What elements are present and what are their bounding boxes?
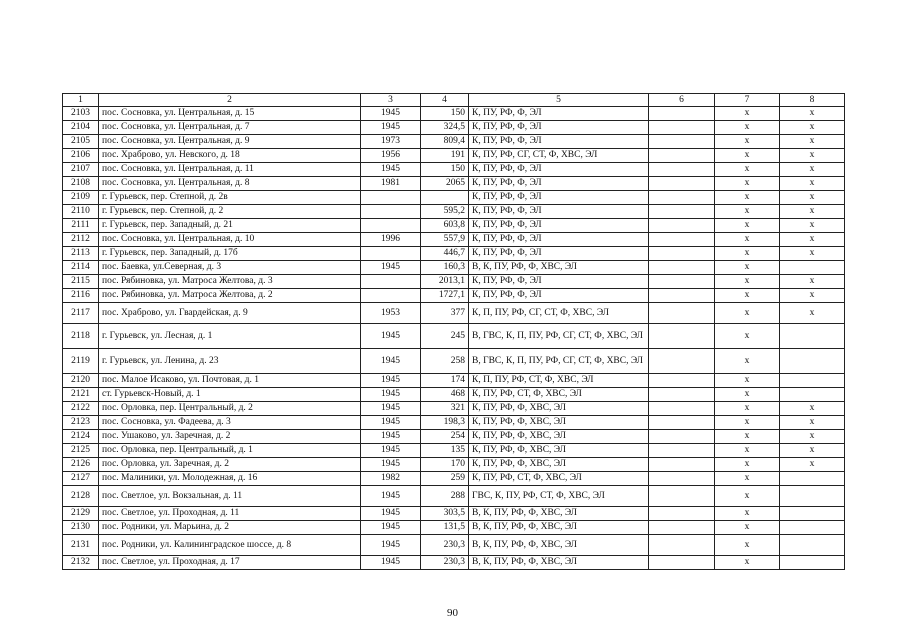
col7-cell: x (715, 135, 780, 149)
row-number-cell: 2118 (63, 324, 99, 349)
area-cell: 1727,1 (421, 289, 469, 303)
col6-cell (649, 219, 715, 233)
types-cell: К, ПУ, РФ, Ф, ЭЛ (469, 121, 649, 135)
row-number-cell: 2128 (63, 486, 99, 507)
col6-cell (649, 247, 715, 261)
col8-cell (780, 349, 845, 374)
address-cell: пос. Сосновка, ул. Центральная, д. 8 (99, 177, 361, 191)
table-row (63, 486, 845, 507)
table-row (63, 507, 845, 521)
types-cell: К, ПУ, РФ, Ф, ЭЛ (469, 219, 649, 233)
col8-cell: x (780, 233, 845, 247)
col7-cell: x (715, 521, 780, 535)
area-cell: 191 (421, 149, 469, 163)
table-row (63, 275, 845, 289)
types-cell: К, ПУ, РФ, Ф, ЭЛ (469, 177, 649, 191)
col8-cell (780, 324, 845, 349)
col8-cell: x (780, 191, 845, 205)
col8-cell: x (780, 107, 845, 121)
header-cell: 6 (649, 94, 715, 107)
col7-cell: x (715, 303, 780, 324)
row-number-cell: 2125 (63, 444, 99, 458)
col8-cell: x (780, 177, 845, 191)
year-cell: 1945 (361, 324, 421, 349)
col6-cell (649, 507, 715, 521)
area-cell: 603,8 (421, 219, 469, 233)
types-cell: В, К, ПУ, РФ, Ф, ХВС, ЭЛ (469, 535, 649, 556)
types-cell: В, К, ПУ, РФ, Ф, ХВС, ЭЛ (469, 261, 649, 275)
area-cell: 198,3 (421, 416, 469, 430)
area-cell: 321 (421, 402, 469, 416)
address-cell: пос. Малиники, ул. Молодежная, д. 16 (99, 472, 361, 486)
col6-cell (649, 135, 715, 149)
table-row (63, 135, 845, 149)
address-cell: пос. Сосновка, ул. Центральная, д. 11 (99, 163, 361, 177)
col8-cell (780, 472, 845, 486)
row-number-cell: 2123 (63, 416, 99, 430)
table-row (63, 521, 845, 535)
row-number-cell: 2107 (63, 163, 99, 177)
year-cell: 1981 (361, 177, 421, 191)
row-number-cell: 2104 (63, 121, 99, 135)
row-number-cell: 2111 (63, 219, 99, 233)
row-number-cell: 2131 (63, 535, 99, 556)
area-cell: 170 (421, 458, 469, 472)
table-row (63, 219, 845, 233)
table-row (63, 163, 845, 177)
col8-cell: x (780, 149, 845, 163)
year-cell: 1945 (361, 416, 421, 430)
row-number-cell: 2110 (63, 205, 99, 219)
col7-cell: x (715, 247, 780, 261)
col8-cell (780, 374, 845, 388)
header-cell: 1 (63, 94, 99, 107)
col6-cell (649, 324, 715, 349)
types-cell: К, ПУ, РФ, Ф, ЭЛ (469, 205, 649, 219)
col8-cell: x (780, 247, 845, 261)
year-cell: 1945 (361, 535, 421, 556)
col7-cell: x (715, 535, 780, 556)
row-number-cell: 2132 (63, 556, 99, 570)
col7-cell: x (715, 556, 780, 570)
col6-cell (649, 107, 715, 121)
row-number-cell: 2117 (63, 303, 99, 324)
col6-cell (649, 289, 715, 303)
area-cell: 135 (421, 444, 469, 458)
area-cell: 303,5 (421, 507, 469, 521)
header-cell: 4 (421, 94, 469, 107)
year-cell: 1945 (361, 163, 421, 177)
area-cell: 595,2 (421, 205, 469, 219)
col7-cell: x (715, 374, 780, 388)
address-cell: пос. Сосновка, ул. Фадеева, д. 3 (99, 416, 361, 430)
row-number-cell: 2120 (63, 374, 99, 388)
area-cell: 468 (421, 388, 469, 402)
col7-cell: x (715, 233, 780, 247)
col6-cell (649, 349, 715, 374)
table-row (63, 472, 845, 486)
col6-cell (649, 416, 715, 430)
address-cell: пос. Орловка, пер. Центральный, д. 1 (99, 444, 361, 458)
col8-cell: x (780, 444, 845, 458)
col6-cell (649, 233, 715, 247)
row-number-cell: 2116 (63, 289, 99, 303)
types-cell: К, ПУ, РФ, Ф, ХВС, ЭЛ (469, 402, 649, 416)
col6-cell (649, 191, 715, 205)
row-number-cell: 2124 (63, 430, 99, 444)
year-cell: 1945 (361, 374, 421, 388)
year-cell (361, 289, 421, 303)
col6-cell (649, 177, 715, 191)
area-cell: 258 (421, 349, 469, 374)
address-cell: пос. Светлое, ул. Проходная, д. 17 (99, 556, 361, 570)
year-cell: 1945 (361, 556, 421, 570)
address-cell: г. Гурьевск, ул. Лесная, д. 1 (99, 324, 361, 349)
row-number-cell: 2122 (63, 402, 99, 416)
table-row (63, 444, 845, 458)
col7-cell: x (715, 486, 780, 507)
address-cell: пос. Светлое, ул. Вокзальная, д. 11 (99, 486, 361, 507)
types-cell: К, ПУ, РФ, Ф, ХВС, ЭЛ (469, 430, 649, 444)
area-cell: 254 (421, 430, 469, 444)
table-row (63, 303, 845, 324)
row-number-cell: 2105 (63, 135, 99, 149)
header-row (63, 94, 845, 107)
types-cell: В, К, ПУ, РФ, Ф, ХВС, ЭЛ (469, 521, 649, 535)
col8-cell: x (780, 416, 845, 430)
col8-cell: x (780, 121, 845, 135)
row-number-cell: 2114 (63, 261, 99, 275)
area-cell: 131,5 (421, 521, 469, 535)
address-cell: г. Гурьевск, пер. Степной, д. 2в (99, 191, 361, 205)
types-cell: К, ПУ, РФ, Ф, ЭЛ (469, 289, 649, 303)
address-cell: пос. Рябиновка, ул. Матроса Желтова, д. 2 (99, 289, 361, 303)
types-cell: К, ПУ, РФ, Ф, ЭЛ (469, 275, 649, 289)
table-row (63, 233, 845, 247)
year-cell (361, 219, 421, 233)
header-cell: 8 (780, 94, 845, 107)
col7-cell: x (715, 261, 780, 275)
address-cell: пос. Сосновка, ул. Центральная, д. 15 (99, 107, 361, 121)
address-cell: пос. Сосновка, ул. Центральная, д. 9 (99, 135, 361, 149)
year-cell: 1953 (361, 303, 421, 324)
types-cell: К, ПУ, РФ, Ф, ХВС, ЭЛ (469, 416, 649, 430)
area-cell: 809,4 (421, 135, 469, 149)
area-cell: 160,3 (421, 261, 469, 275)
address-cell: г. Гурьевск, пер. Степной, д. 2 (99, 205, 361, 219)
year-cell (361, 205, 421, 219)
types-cell: В, ГВС, К, П, ПУ, РФ, СГ, СТ, Ф, ХВС, ЭЛ (469, 349, 649, 374)
table-row (63, 191, 845, 205)
col8-cell (780, 388, 845, 402)
year-cell: 1945 (361, 349, 421, 374)
year-cell (361, 275, 421, 289)
col8-cell (780, 507, 845, 521)
col7-cell: x (715, 177, 780, 191)
col8-cell: x (780, 205, 845, 219)
col7-cell: x (715, 163, 780, 177)
col8-cell (780, 556, 845, 570)
address-cell: пос. Малое Исаково, ул. Почтовая, д. 1 (99, 374, 361, 388)
col6-cell (649, 388, 715, 402)
address-cell: пос. Храброво, ул. Невского, д. 18 (99, 149, 361, 163)
table-row (63, 149, 845, 163)
address-cell: пос. Орловка, пер. Центральный, д. 2 (99, 402, 361, 416)
col6-cell (649, 374, 715, 388)
table-row (63, 535, 845, 556)
col7-cell: x (715, 444, 780, 458)
col7-cell: x (715, 205, 780, 219)
col8-cell: x (780, 289, 845, 303)
types-cell: К, ПУ, РФ, Ф, ЭЛ (469, 107, 649, 121)
year-cell: 1945 (361, 430, 421, 444)
table-row (63, 177, 845, 191)
table-row (63, 247, 845, 261)
col8-cell: x (780, 402, 845, 416)
types-cell: К, ПУ, РФ, СТ, Ф, ХВС, ЭЛ (469, 472, 649, 486)
year-cell: 1945 (361, 402, 421, 416)
col6-cell (649, 163, 715, 177)
types-cell: К, ПУ, РФ, Ф, ЭЛ (469, 163, 649, 177)
col7-cell: x (715, 472, 780, 486)
address-cell: пос. Храброво, ул. Гвардейская, д. 9 (99, 303, 361, 324)
year-cell: 1945 (361, 388, 421, 402)
year-cell: 1945 (361, 458, 421, 472)
page-number: 90 (447, 607, 458, 619)
table-row (63, 289, 845, 303)
col8-cell: x (780, 303, 845, 324)
col6-cell (649, 486, 715, 507)
year-cell (361, 191, 421, 205)
row-number-cell: 2108 (63, 177, 99, 191)
col7-cell: x (715, 402, 780, 416)
area-cell: 150 (421, 107, 469, 121)
types-cell: ГВС, К, ПУ, РФ, СТ, Ф, ХВС, ЭЛ (469, 486, 649, 507)
year-cell (361, 247, 421, 261)
address-cell: пос. Светлое, ул. Проходная, д. 11 (99, 507, 361, 521)
col7-cell: x (715, 275, 780, 289)
address-cell: пос. Орловка, ул. Заречная, д. 2 (99, 458, 361, 472)
area-cell: 288 (421, 486, 469, 507)
col6-cell (649, 303, 715, 324)
year-cell: 1973 (361, 135, 421, 149)
address-cell: пос. Ушаково, ул. Заречная, д. 2 (99, 430, 361, 444)
types-cell: К, П, ПУ, РФ, СГ, СТ, Ф, ХВС, ЭЛ (469, 303, 649, 324)
address-cell: пос. Сосновка, ул. Центральная, д. 10 (99, 233, 361, 247)
col7-cell: x (715, 149, 780, 163)
col6-cell (649, 121, 715, 135)
types-cell: К, П, ПУ, РФ, СТ, Ф, ХВС, ЭЛ (469, 374, 649, 388)
col6-cell (649, 275, 715, 289)
table-row (63, 261, 845, 275)
types-cell: К, ПУ, РФ, Ф, ХВС, ЭЛ (469, 458, 649, 472)
year-cell: 1945 (361, 444, 421, 458)
col8-cell: x (780, 430, 845, 444)
header-cell: 3 (361, 94, 421, 107)
col8-cell (780, 486, 845, 507)
table-row (63, 205, 845, 219)
col7-cell: x (715, 507, 780, 521)
col6-cell (649, 402, 715, 416)
area-cell: 446,7 (421, 247, 469, 261)
table-row (63, 121, 845, 135)
col7-cell: x (715, 107, 780, 121)
col6-cell (649, 430, 715, 444)
col8-cell (780, 535, 845, 556)
col8-cell: x (780, 458, 845, 472)
year-cell: 1996 (361, 233, 421, 247)
area-cell: 2065 (421, 177, 469, 191)
col6-cell (649, 261, 715, 275)
year-cell: 1945 (361, 507, 421, 521)
row-number-cell: 2130 (63, 521, 99, 535)
col7-cell: x (715, 324, 780, 349)
year-cell: 1945 (361, 107, 421, 121)
row-number-cell: 2103 (63, 107, 99, 121)
col8-cell: x (780, 135, 845, 149)
table-row (63, 107, 845, 121)
area-cell: 174 (421, 374, 469, 388)
area-cell: 324,5 (421, 121, 469, 135)
types-cell: К, ПУ, РФ, Ф, ЭЛ (469, 191, 649, 205)
row-number-cell: 2109 (63, 191, 99, 205)
area-cell: 230,3 (421, 535, 469, 556)
types-cell: В, ГВС, К, П, ПУ, РФ, СГ, СТ, Ф, ХВС, ЭЛ (469, 324, 649, 349)
col6-cell (649, 149, 715, 163)
types-cell: В, К, ПУ, РФ, Ф, ХВС, ЭЛ (469, 507, 649, 521)
col6-cell (649, 521, 715, 535)
row-number-cell: 2127 (63, 472, 99, 486)
row-number-cell: 2106 (63, 149, 99, 163)
year-cell: 1945 (361, 486, 421, 507)
col8-cell: x (780, 163, 845, 177)
year-cell: 1956 (361, 149, 421, 163)
address-cell: г. Гурьевск, пер. Западный, д. 21 (99, 219, 361, 233)
col7-cell: x (715, 289, 780, 303)
address-cell: пос. Родники, ул. Калининградское шоссе, д. 8 (99, 535, 361, 556)
year-cell: 1982 (361, 472, 421, 486)
col6-cell (649, 458, 715, 472)
area-cell: 245 (421, 324, 469, 349)
col7-cell: x (715, 121, 780, 135)
table-row (63, 324, 845, 349)
address-cell: г. Гурьевск, пер. Западный, д. 17б (99, 247, 361, 261)
area-cell: 259 (421, 472, 469, 486)
area-cell: 150 (421, 163, 469, 177)
col7-cell: x (715, 458, 780, 472)
col7-cell: x (715, 219, 780, 233)
table-row (63, 349, 845, 374)
address-cell: г. Гурьевск, ул. Ленина, д. 23 (99, 349, 361, 374)
col7-cell: x (715, 416, 780, 430)
col6-cell (649, 556, 715, 570)
table-row (63, 430, 845, 444)
table-row (63, 458, 845, 472)
row-number-cell: 2126 (63, 458, 99, 472)
row-number-cell: 2112 (63, 233, 99, 247)
table-row (63, 556, 845, 570)
col6-cell (649, 205, 715, 219)
header-cell: 7 (715, 94, 780, 107)
row-number-cell: 2115 (63, 275, 99, 289)
year-cell: 1945 (361, 521, 421, 535)
area-cell: 2013,1 (421, 275, 469, 289)
col7-cell: x (715, 349, 780, 374)
area-cell: 377 (421, 303, 469, 324)
year-cell: 1945 (361, 121, 421, 135)
year-cell: 1945 (361, 261, 421, 275)
row-number-cell: 2119 (63, 349, 99, 374)
col7-cell: x (715, 430, 780, 444)
address-cell: пос. Сосновка, ул. Центральная, д. 7 (99, 121, 361, 135)
col8-cell: x (780, 275, 845, 289)
col8-cell: x (780, 219, 845, 233)
types-cell: К, ПУ, РФ, Ф, ХВС, ЭЛ (469, 444, 649, 458)
area-cell: 557,9 (421, 233, 469, 247)
address-cell: ст. Гурьевск-Новый, д. 1 (99, 388, 361, 402)
row-number-cell: 2129 (63, 507, 99, 521)
types-cell: К, ПУ, РФ, Ф, ЭЛ (469, 135, 649, 149)
address-cell: пос. Родники, ул. Марьина, д. 2 (99, 521, 361, 535)
col7-cell: x (715, 388, 780, 402)
types-cell: К, ПУ, РФ, СГ, СТ, Ф, ХВС, ЭЛ (469, 149, 649, 163)
types-cell: К, ПУ, РФ, СТ, Ф, ХВС, ЭЛ (469, 388, 649, 402)
area-cell (421, 191, 469, 205)
header-cell: 2 (99, 94, 361, 107)
col8-cell (780, 261, 845, 275)
table-row (63, 388, 845, 402)
col8-cell (780, 521, 845, 535)
data-table (62, 93, 845, 570)
header-cell: 5 (469, 94, 649, 107)
types-cell: К, ПУ, РФ, Ф, ЭЛ (469, 233, 649, 247)
address-cell: пос. Рябиновка, ул. Матроса Желтова, д. 3 (99, 275, 361, 289)
types-cell: В, К, ПУ, РФ, Ф, ХВС, ЭЛ (469, 556, 649, 570)
area-cell: 230,3 (421, 556, 469, 570)
col7-cell: x (715, 191, 780, 205)
table-row (63, 402, 845, 416)
col6-cell (649, 535, 715, 556)
row-number-cell: 2121 (63, 388, 99, 402)
table-row (63, 374, 845, 388)
types-cell: К, ПУ, РФ, Ф, ЭЛ (469, 247, 649, 261)
table-row (63, 416, 845, 430)
col6-cell (649, 444, 715, 458)
row-number-cell: 2113 (63, 247, 99, 261)
col6-cell (649, 472, 715, 486)
address-cell: пос. Баевка, ул.Северная, д. 3 (99, 261, 361, 275)
